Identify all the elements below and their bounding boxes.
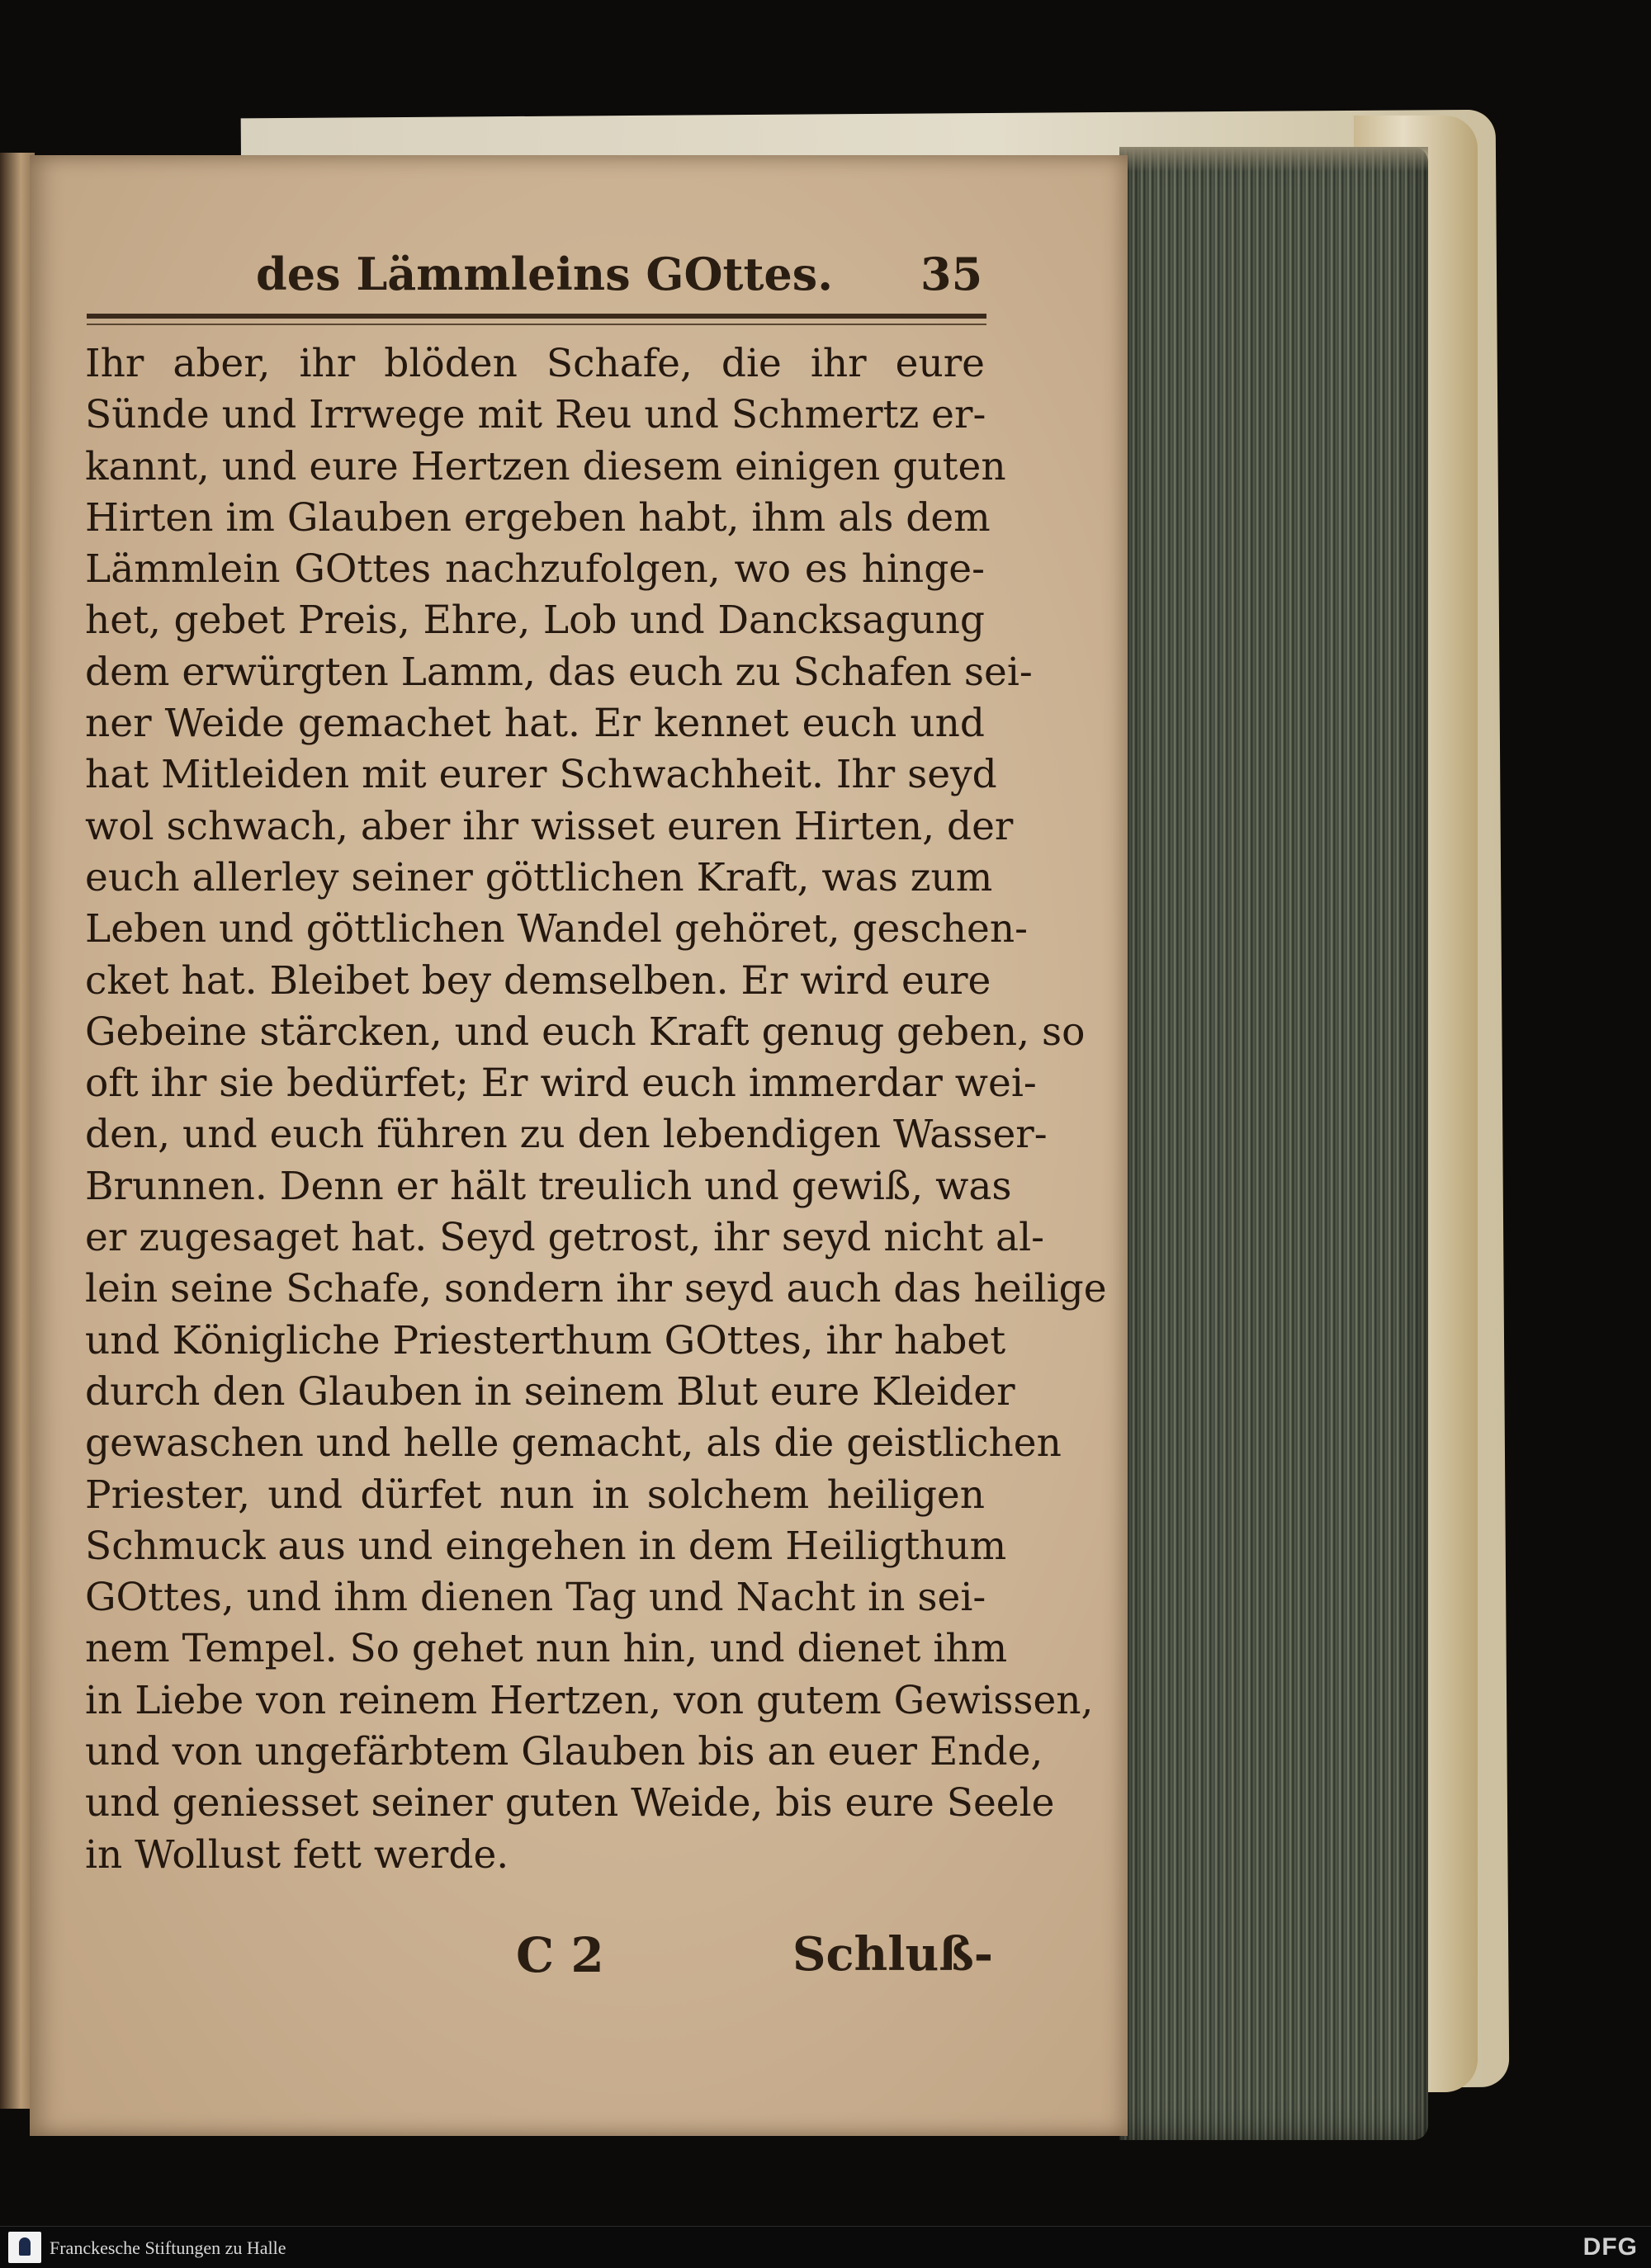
institution-logo-icon (8, 2232, 41, 2263)
text-line: euch allerley seiner göttlichen Kraft, was zum (85, 854, 993, 900)
text-line: er zugesaget hat. Seyd getrost, ihr seyd nicht al- (85, 1215, 1044, 1261)
text-line: Leben und göttlichen Wandel gehöret, geschen- (85, 906, 1029, 952)
text-line: Brunnen. Denn er hält treulich und gewiß, was (85, 1163, 1012, 1209)
text-line: kannt, und eure Hertzen diesem einigen guten (85, 443, 1006, 489)
signature-mark: C 2 (516, 1927, 604, 1983)
text-line: wol schwach, aber ihr wisset euren Hirten, der (85, 803, 1014, 849)
text-line: und von ungefärbtem Glauben bis an euer Ende, (85, 1729, 1043, 1775)
text-line: het, gebet Preis, Ehre, Lob und Dancksagung (85, 598, 985, 644)
text-line: und Königliche Priesterthum GOttes, ihr habet (85, 1317, 1006, 1363)
text-line: oft ihr sie bedürfet; Er wird euch immerdar wei- (85, 1061, 1037, 1107)
text-line: den, und euch führen zu den lebendigen Wasser- (85, 1112, 1048, 1158)
head-rule (87, 314, 986, 319)
text-line: lein seine Schafe, sondern ihr seyd auch das heilige (85, 1266, 1107, 1312)
page-number: 35 (920, 248, 983, 300)
text-line: cket hat. Bleibet bey demselben. Er wird eure (85, 957, 991, 1004)
text-line: in Wollust fett werde. (85, 1831, 509, 1878)
text-line: GOttes, und ihm dienen Tag und Nacht in sei- (85, 1575, 986, 1621)
text-line: Sünde und Irrwege mit Reu und Schmertz er- (85, 392, 986, 438)
text-line: durch den Glauben in seinem Blut eure Kleider (85, 1368, 1015, 1415)
running-head: des Lämmleins GOttes. (256, 248, 833, 300)
text-line: hat Mitleiden mit eurer Schwachheit. Ihr seyd (85, 752, 997, 798)
page-fore-edge-highlight (1119, 147, 1428, 172)
text-line: Lämmlein GOttes nachzufolgen, wo es hinge- (85, 546, 985, 593)
text-line: Ihr aber, ihr blöden Schafe, die ihr eure (85, 341, 985, 386)
institution-name: Franckesche Stiftungen zu Halle (50, 2237, 286, 2258)
page-fore-edge (1119, 147, 1428, 2140)
text-line: nem Tempel. So gehet nun hin, und dienet ihm (85, 1626, 1008, 1672)
viewer-footer (0, 2226, 1651, 2268)
head-rule-thin (87, 324, 986, 325)
text-line: und geniesset seiner guten Weide, bis eure Seele (85, 1780, 1055, 1826)
text-line: ner Weide gemachet hat. Er kennet euch und (85, 701, 985, 747)
text-line: Hirten im Glauben ergeben habt, ihm als dem (85, 494, 991, 541)
text-line: gewaschen und helle gemacht, als die geistlichen (85, 1420, 1062, 1467)
text-line: Gebeine stärcken, und euch Kraft genug geben, so (85, 1009, 1086, 1055)
text-line: Schmuck aus und eingehen in dem Heiligthum (85, 1523, 1007, 1569)
text-line: dem erwürgten Lamm, das euch zu Schafen sei- (85, 649, 1033, 695)
funder-logo: DFG (1582, 2233, 1638, 2261)
catchword: Schluß- (792, 1927, 994, 1982)
text-line: in Liebe von reinem Hertzen, von gutem Gewissen, (85, 1677, 1094, 1723)
text-line: Priester, und dürfet nun in solchem heiligen (85, 1472, 985, 1518)
body-text (85, 338, 1107, 1881)
